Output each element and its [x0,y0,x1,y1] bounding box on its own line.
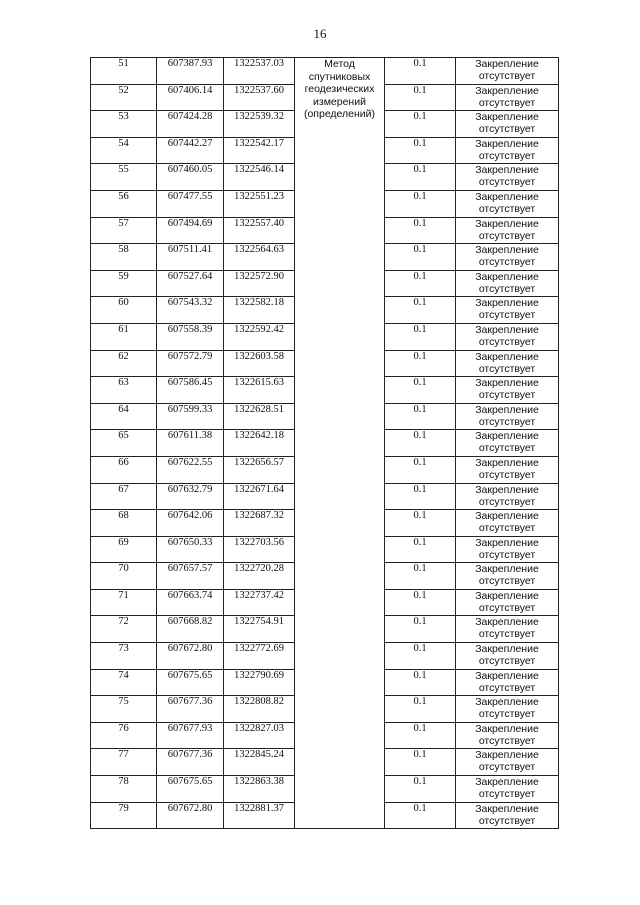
coord-x: 607675.65 [157,776,224,803]
fixing-text: Закрепление [475,190,539,203]
fixing-text: отсутствует [478,176,536,189]
coord-y: 1322615.63 [224,377,295,404]
fixing-text: отсутствует [478,256,536,269]
fixing-text: Закрепление [475,483,539,496]
accuracy: 0.1 [385,217,456,244]
accuracy: 0.1 [385,510,456,537]
fixing-text: Закрепление [475,589,539,602]
fixing-description [456,669,559,696]
coord-y: 1322539.32 [224,111,295,138]
accuracy: 0.1 [385,430,456,457]
coord-y: 1322537.60 [224,84,295,111]
coord-x: 607494.69 [157,217,224,244]
point-number: 56 [91,190,157,217]
coord-y: 1322628.51 [224,403,295,430]
accuracy: 0.1 [385,297,456,324]
coord-x: 607511.41 [157,244,224,271]
point-number: 73 [91,643,157,670]
point-number: 53 [91,111,157,138]
fixing-description [456,403,559,430]
fixing-text: отсутствует [478,442,536,455]
fixing-text: Закрепление [475,563,539,576]
point-number: 61 [91,323,157,350]
method-line: измерений [313,95,366,108]
fixing-description [456,536,559,563]
coord-x: 607657.57 [157,563,224,590]
coord-x: 607406.14 [157,84,224,111]
point-number: 59 [91,270,157,297]
fixing-text: Закрепление [475,669,539,682]
fixing-text: Закрепление [475,696,539,709]
coord-x: 607611.38 [157,430,224,457]
coord-y: 1322642.18 [224,430,295,457]
fixing-text: отсутствует [478,522,536,535]
coord-x: 607460.05 [157,164,224,191]
coord-y: 1322754.91 [224,616,295,643]
coordinates-table [90,57,559,829]
fixing-text: Закрепление [475,802,539,815]
point-number: 57 [91,217,157,244]
fixing-text: Закрепление [475,244,539,257]
accuracy: 0.1 [385,483,456,510]
accuracy: 0.1 [385,270,456,297]
fixing-description [456,510,559,537]
point-number: 60 [91,297,157,324]
accuracy: 0.1 [385,377,456,404]
accuracy: 0.1 [385,323,456,350]
coord-y: 1322737.42 [224,589,295,616]
accuracy: 0.1 [385,350,456,377]
fixing-text: Закрепление [475,217,539,230]
fixing-text: отсутствует [478,389,536,402]
fixing-text: отсутствует [478,734,536,747]
coord-y: 1322557.40 [224,217,295,244]
fixing-text: Закрепление [475,377,539,390]
fixing-text: Закрепление [475,643,539,656]
fixing-text: отсутствует [478,70,536,82]
fixing-text: Закрепление [475,270,539,283]
accuracy: 0.1 [385,190,456,217]
accuracy: 0.1 [385,589,456,616]
point-number: 79 [91,802,157,829]
fixing-description [456,456,559,483]
coord-x: 607677.93 [157,722,224,749]
fixing-text: отсутствует [478,202,536,215]
fixing-description [456,164,559,191]
accuracy: 0.1 [385,696,456,723]
accuracy: 0.1 [385,58,456,85]
fixing-text: Закрепление [475,58,539,70]
fixing-text: отсутствует [478,335,536,348]
accuracy: 0.1 [385,776,456,803]
fixing-text: Закрепление [475,456,539,469]
fixing-text: отсутствует [478,495,536,508]
fixing-description [456,696,559,723]
point-number: 55 [91,164,157,191]
method-cell [295,58,385,829]
accuracy: 0.1 [385,643,456,670]
coord-y: 1322863.38 [224,776,295,803]
fixing-text: отсутствует [478,229,536,242]
fixing-description [456,722,559,749]
fixing-text: Закрепление [475,164,539,177]
coord-y: 1322603.58 [224,350,295,377]
fixing-text: отсутствует [478,362,536,375]
fixing-text: Закрепление [475,111,539,124]
coord-y: 1322671.64 [224,483,295,510]
fixing-description [456,749,559,776]
fixing-description [456,58,559,85]
coord-y: 1322881.37 [224,802,295,829]
fixing-text: отсутствует [478,575,536,588]
coord-y: 1322537.03 [224,58,295,85]
fixing-description [456,616,559,643]
fixing-text: Закрепление [475,510,539,523]
fixing-description [456,350,559,377]
coord-y: 1322808.82 [224,696,295,723]
point-number: 63 [91,377,157,404]
point-number: 70 [91,563,157,590]
coord-x: 607599.33 [157,403,224,430]
fixing-description [456,190,559,217]
coord-x: 607572.79 [157,350,224,377]
fixing-text: Закрепление [475,403,539,416]
coord-y: 1322551.23 [224,190,295,217]
coord-x: 607672.80 [157,643,224,670]
fixing-text: отсутствует [478,761,536,774]
method-line: Метод [324,58,355,70]
point-number: 58 [91,244,157,271]
fixing-text: Закрепление [475,430,539,443]
fixing-description [456,270,559,297]
fixing-text: Закрепление [475,722,539,735]
fixing-text: отсутствует [478,282,536,295]
accuracy: 0.1 [385,456,456,483]
coord-y: 1322790.69 [224,669,295,696]
fixing-text: Закрепление [475,776,539,789]
accuracy: 0.1 [385,84,456,111]
accuracy: 0.1 [385,536,456,563]
accuracy: 0.1 [385,403,456,430]
method-line: геодезических [304,83,375,95]
accuracy: 0.1 [385,137,456,164]
point-number: 74 [91,669,157,696]
accuracy: 0.1 [385,111,456,138]
coord-x: 607675.65 [157,669,224,696]
fixing-text: Закрепление [475,323,539,336]
coord-y: 1322703.56 [224,536,295,563]
fixing-description [456,297,559,324]
point-number: 65 [91,430,157,457]
fixing-description [456,643,559,670]
accuracy: 0.1 [385,616,456,643]
fixing-text: отсутствует [478,468,536,481]
coord-y: 1322564.63 [224,244,295,271]
fixing-text: отсутствует [478,814,536,827]
fixing-description [456,377,559,404]
coord-x: 607677.36 [157,696,224,723]
fixing-text: отсутствует [478,149,536,162]
coord-y: 1322582.18 [224,297,295,324]
coord-x: 607586.45 [157,377,224,404]
coord-x: 607442.27 [157,137,224,164]
coord-y: 1322687.32 [224,510,295,537]
fixing-description [456,776,559,803]
coord-y: 1322720.28 [224,563,295,590]
coord-y: 1322656.57 [224,456,295,483]
coord-x: 607672.80 [157,802,224,829]
fixing-text: Закрепление [475,616,539,629]
accuracy: 0.1 [385,244,456,271]
fixing-description [456,483,559,510]
point-number: 54 [91,137,157,164]
coord-x: 607477.55 [157,190,224,217]
point-number: 76 [91,722,157,749]
fixing-text: отсутствует [478,788,536,801]
coord-y: 1322546.14 [224,164,295,191]
accuracy: 0.1 [385,749,456,776]
point-number: 51 [91,58,157,85]
coord-x: 607543.32 [157,297,224,324]
accuracy: 0.1 [385,164,456,191]
fixing-text: отсутствует [478,123,536,136]
coord-y: 1322592.42 [224,323,295,350]
point-number: 52 [91,84,157,111]
fixing-text: отсутствует [478,601,536,614]
coord-x: 607668.82 [157,616,224,643]
coordinates-table-body [91,58,559,829]
coord-x: 607677.36 [157,749,224,776]
coord-y: 1322772.69 [224,643,295,670]
point-number: 75 [91,696,157,723]
fixing-text: отсутствует [478,655,536,668]
point-number: 68 [91,510,157,537]
fixing-description [456,217,559,244]
fixing-description [456,323,559,350]
accuracy: 0.1 [385,802,456,829]
point-number: 78 [91,776,157,803]
fixing-text: Закрепление [475,536,539,549]
fixing-description [456,244,559,271]
point-number: 62 [91,350,157,377]
fixing-text: отсутствует [478,708,536,721]
point-number: 72 [91,616,157,643]
fixing-text: Закрепление [475,137,539,150]
point-number: 64 [91,403,157,430]
coord-y: 1322827.03 [224,722,295,749]
table-row [91,58,559,85]
coord-x: 607642.06 [157,510,224,537]
fixing-description [456,111,559,138]
page-number: 16 [313,26,327,41]
fixing-text: отсутствует [478,548,536,561]
point-number: 71 [91,589,157,616]
point-number: 66 [91,456,157,483]
fixing-text: отсутствует [478,681,536,694]
accuracy: 0.1 [385,669,456,696]
fixing-text: Закрепление [475,84,539,97]
fixing-text: отсутствует [478,628,536,641]
fixing-text: отсутствует [478,309,536,322]
coord-x: 607424.28 [157,111,224,138]
coord-y: 1322542.17 [224,137,295,164]
method-line: (определений) [303,108,376,120]
fixing-text: Закрепление [475,350,539,363]
fixing-text: Закрепление [475,749,539,762]
coord-x: 607558.39 [157,323,224,350]
fixing-description [456,137,559,164]
fixing-text: Закрепление [475,297,539,310]
fixing-description [456,430,559,457]
coord-x: 607387.93 [157,58,224,85]
accuracy: 0.1 [385,563,456,590]
fixing-text: отсутствует [478,415,536,428]
accuracy: 0.1 [385,722,456,749]
coord-x: 607527.64 [157,270,224,297]
coord-x: 607632.79 [157,483,224,510]
coord-y: 1322845.24 [224,749,295,776]
fixing-description [456,84,559,111]
coord-y: 1322572.90 [224,270,295,297]
coord-x: 607663.74 [157,589,224,616]
point-number: 77 [91,749,157,776]
fixing-description [456,589,559,616]
fixing-description [456,563,559,590]
point-number: 69 [91,536,157,563]
coord-x: 607622.55 [157,456,224,483]
point-number: 67 [91,483,157,510]
method-line: спутниковых [308,70,371,83]
coord-x: 607650.33 [157,536,224,563]
fixing-description [456,802,559,829]
fixing-text: отсутствует [478,96,536,109]
